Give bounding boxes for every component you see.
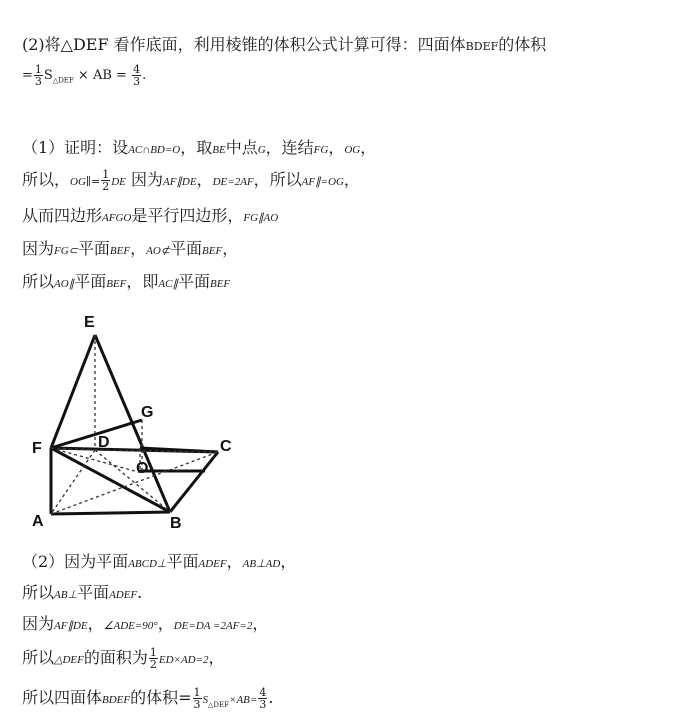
t: ， [157, 614, 174, 633]
t: 因为 [125, 170, 163, 189]
t: 所以 [22, 272, 55, 291]
t: ， [196, 170, 213, 189]
label-D: D [98, 434, 110, 451]
fraction [34, 64, 43, 87]
t: 所以 [22, 648, 55, 667]
p2-line-5 [22, 685, 273, 710]
t: 平面 [77, 239, 110, 258]
t: ，所以 [253, 170, 302, 189]
label-O: O [136, 460, 149, 477]
m: ADEF [198, 558, 227, 570]
m: S [202, 694, 209, 706]
p1-line-3 [22, 203, 278, 226]
t: 中点 [225, 138, 258, 157]
t: ， [280, 552, 297, 571]
p1-line-4 [22, 236, 238, 259]
m: AO⊄ [146, 245, 170, 257]
m: AB⊥ [54, 589, 78, 601]
m: AFGO [102, 212, 132, 224]
t: 平面 [77, 583, 110, 602]
top-text: (2)将△DEF 看作底面，利用棱锥的体积公式计算可得：四面体 [22, 35, 466, 54]
period: . [268, 688, 274, 707]
m: OG [70, 176, 86, 188]
p2-line-3 [22, 611, 268, 634]
m: G [257, 144, 266, 156]
frac-den: 2 [149, 658, 157, 671]
m: DE=2AF [212, 176, 254, 188]
m: OG [344, 144, 361, 156]
t: 平面 [170, 239, 203, 258]
period: . [142, 68, 147, 83]
t: （2）因为平面 [22, 552, 129, 571]
t: ，连结 [265, 138, 314, 157]
m: AO∥ [54, 278, 75, 290]
t: ， [87, 614, 104, 633]
top-tail: 的体积 [498, 35, 547, 54]
m: ∠ADE=90° [103, 620, 158, 632]
m: BEF [106, 278, 127, 290]
frac-num: 1 [193, 686, 201, 699]
t: ， [130, 239, 147, 258]
m: AC∩BD=O [128, 144, 181, 156]
label-B: B [170, 515, 182, 532]
fraction [101, 169, 110, 192]
t: 的体积= [130, 688, 192, 707]
t: ，取 [180, 138, 213, 157]
m: ABCD⊥ [128, 558, 167, 570]
solid-edges [51, 335, 218, 514]
frac-num: 1 [149, 646, 157, 659]
t: ， [222, 239, 239, 258]
label-A: A [32, 513, 44, 530]
m: ×AB= [229, 694, 258, 706]
m: AC∥ [158, 278, 178, 290]
m: AF∥DE [162, 176, 197, 188]
frac2-num: 4 [133, 63, 141, 76]
t: ， [343, 170, 360, 189]
m: BEF [209, 278, 231, 290]
label-C: C [220, 438, 232, 455]
label-E: E [84, 314, 95, 331]
t: 平面 [74, 272, 107, 291]
frac-den: 3 [34, 75, 42, 88]
geometry-figure [20, 305, 250, 540]
t: 从而四边形 [22, 206, 103, 225]
fraction-2 [132, 64, 141, 87]
m: △DEF [54, 654, 84, 666]
m: BDEF [102, 694, 131, 706]
top-line-1 [22, 32, 546, 55]
t: 的面积为 [83, 648, 148, 667]
t: 是平行四边形， [131, 206, 244, 225]
label-F: F [32, 440, 42, 457]
t: （1）证明：设 [22, 138, 129, 157]
area-sub: △DEF [208, 701, 230, 710]
m: BE [212, 144, 226, 156]
m: ∥= [85, 175, 101, 188]
t: 因为 [22, 614, 55, 633]
frac2-den: 3 [133, 75, 141, 88]
fraction [149, 647, 158, 670]
frac-num: 1 [34, 63, 42, 76]
t: . [137, 583, 143, 602]
label-G: G [141, 404, 154, 421]
m: FG∥AO [243, 212, 279, 224]
t: ， [328, 138, 345, 157]
top-obj: BDEF [465, 40, 499, 53]
t: 平面 [177, 272, 210, 291]
m: AF∥DE [54, 620, 88, 632]
m: DE=DA =2AF=2 [173, 620, 253, 632]
t: 所以 [22, 583, 55, 602]
p1-line-1 [22, 135, 376, 158]
t: 所以四面体 [22, 688, 103, 707]
top-line-2 [22, 64, 146, 87]
m: AB⊥AD [242, 558, 281, 570]
m: ED×AD=2 [158, 654, 209, 666]
frac-num: 4 [259, 686, 267, 699]
m: ADEF [109, 589, 138, 601]
t: ， [208, 648, 225, 667]
m: AF∥=OG [301, 176, 344, 188]
p2-line-4 [22, 645, 225, 670]
fraction [193, 687, 202, 710]
frac-den: 3 [259, 698, 267, 711]
frac-den: 3 [193, 698, 201, 711]
frac-num: 1 [102, 168, 110, 181]
m: FG⊂ [54, 245, 78, 257]
t: 因为 [22, 239, 55, 258]
area-sub: △DEF [52, 76, 74, 85]
times-ab: × AB = [77, 68, 127, 83]
p1-line-2 [22, 167, 360, 192]
t: ， [226, 552, 243, 571]
t: ，即 [126, 272, 159, 291]
area-symbol: S [43, 68, 53, 83]
t: ， [360, 138, 377, 157]
m: BEF [202, 245, 223, 257]
t: ， [252, 614, 269, 633]
t: 平面 [166, 552, 199, 571]
t: 所以， [22, 170, 71, 189]
eq: = [22, 68, 33, 83]
m: DE [111, 176, 126, 188]
frac-den: 2 [102, 180, 110, 193]
p1-line-5 [22, 269, 230, 292]
m: FG [313, 144, 329, 156]
p2-line-1 [22, 549, 296, 572]
m: BEF [109, 245, 131, 257]
fraction-2 [258, 687, 267, 710]
p2-line-2 [22, 580, 142, 603]
